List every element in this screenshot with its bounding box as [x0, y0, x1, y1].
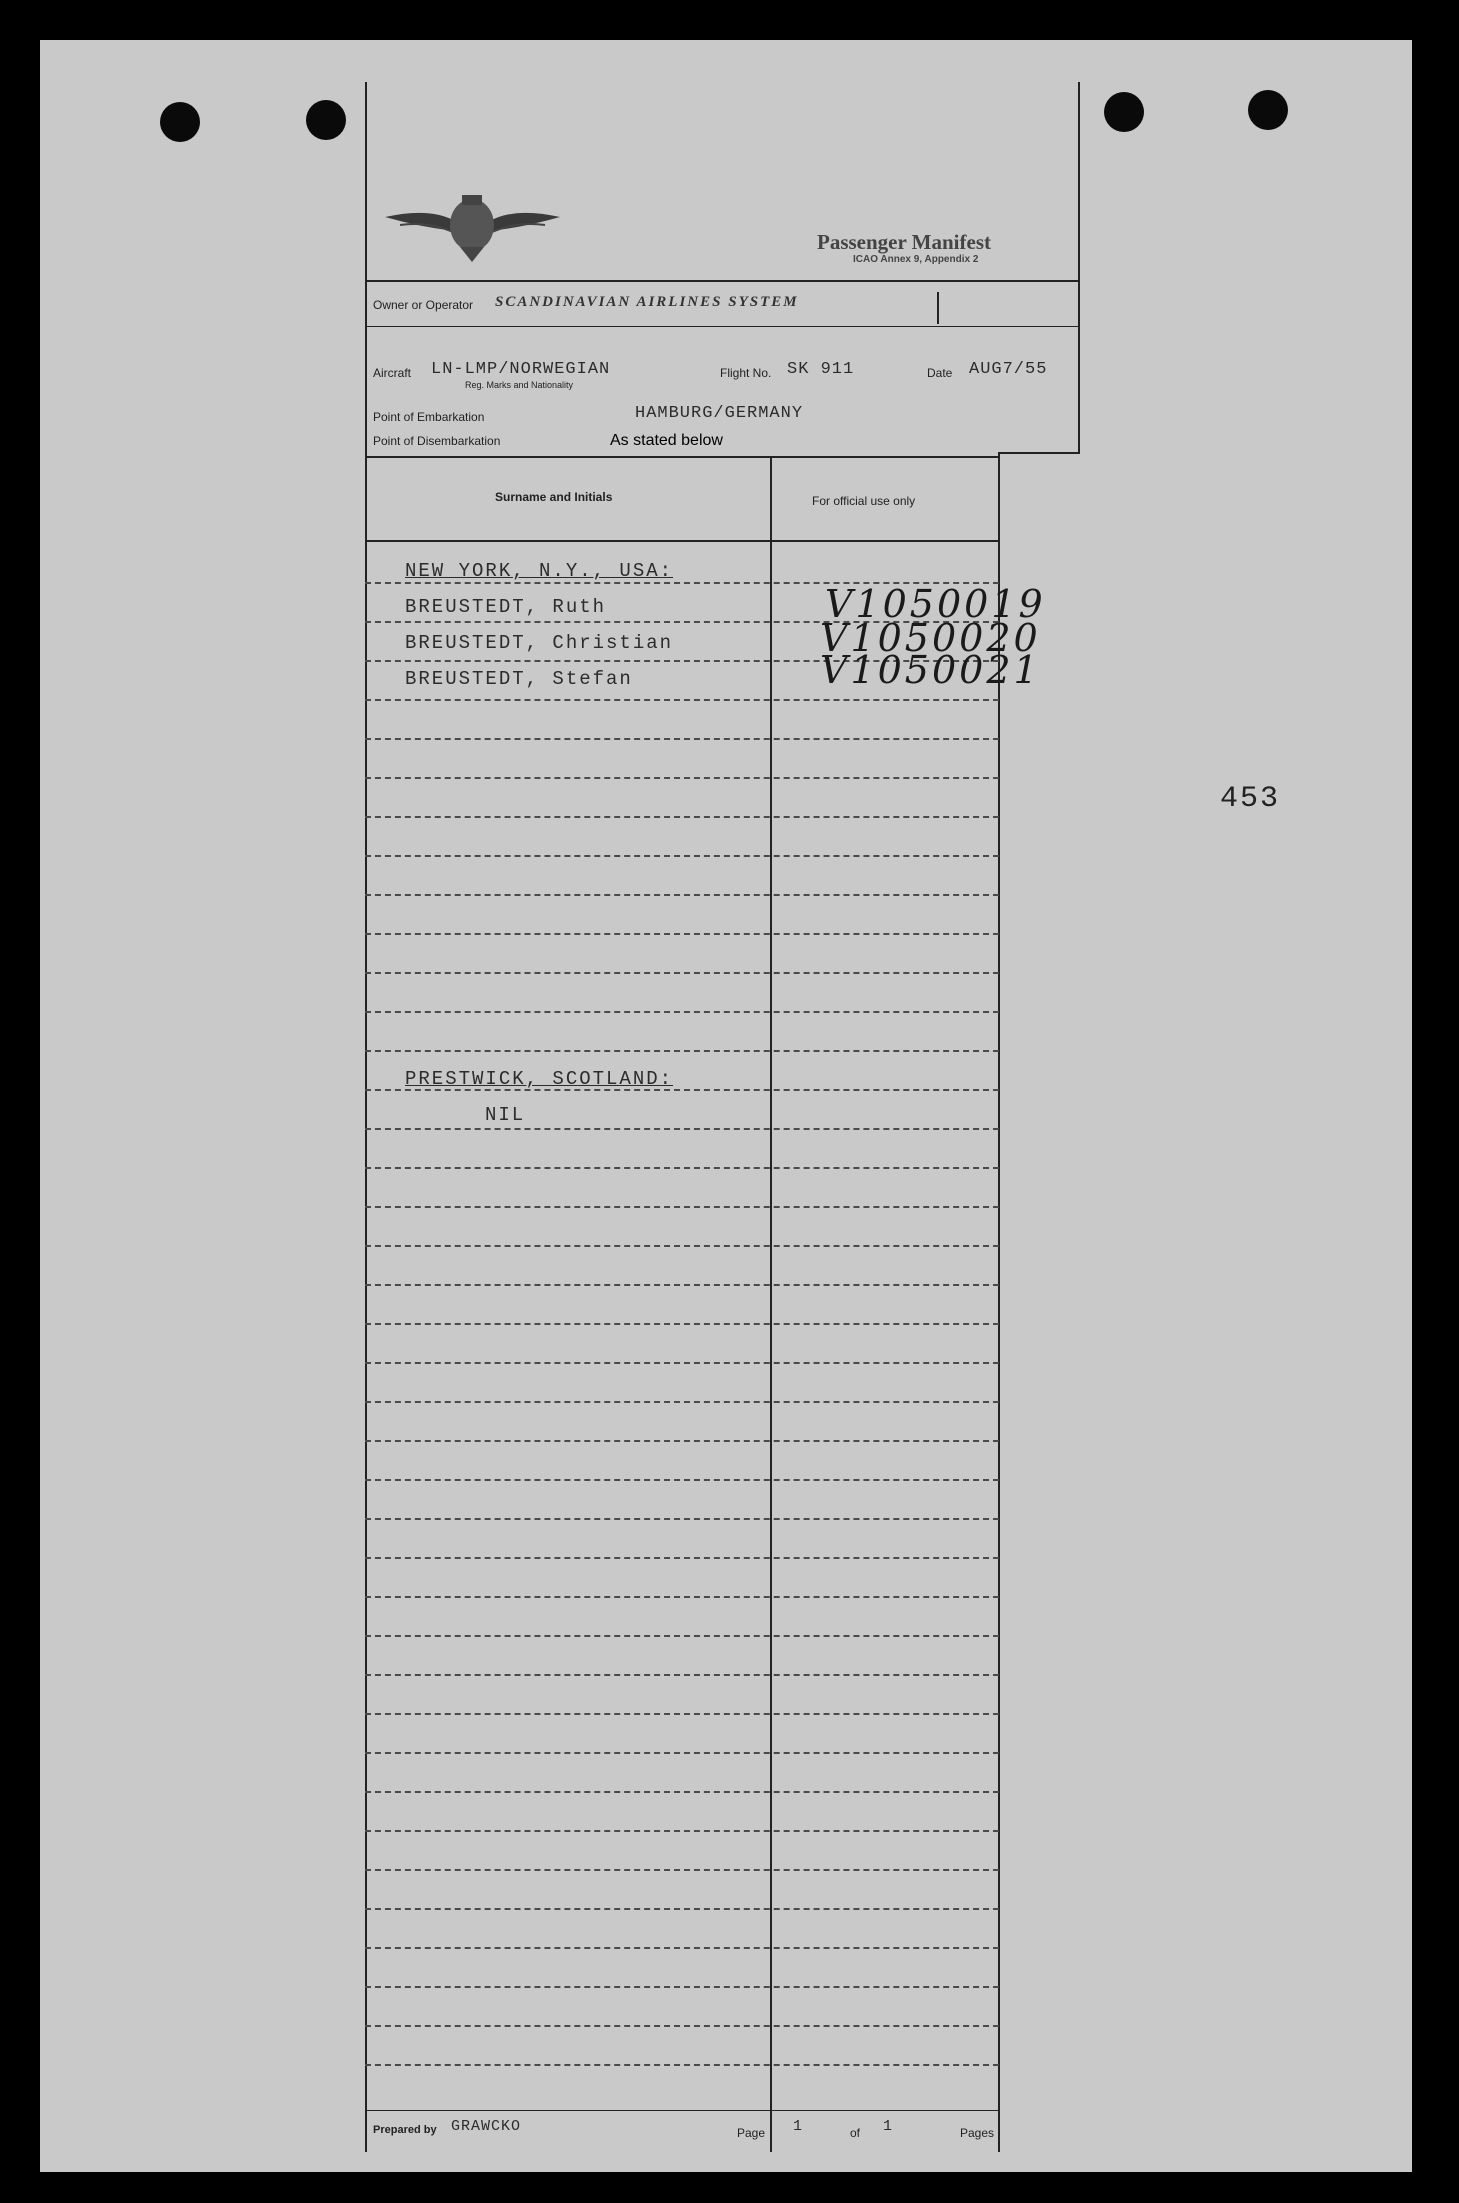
table-row-line [365, 1908, 999, 1911]
punch-hole [1248, 90, 1288, 130]
table-row-line [365, 1167, 999, 1170]
manifest-title: Passenger Manifest [817, 230, 991, 254]
table-row-line [365, 1518, 999, 1521]
table-row-line [365, 1869, 999, 1872]
table-row-line [365, 1947, 999, 1950]
table-row-line [365, 1128, 999, 1131]
table-row-line [365, 1479, 999, 1482]
flight-value: SK 911 [787, 360, 855, 379]
form-right-border-top [1078, 82, 1080, 452]
table-row-line [365, 1440, 999, 1443]
page-total: 1 [883, 2118, 894, 2135]
table-row-line [365, 1401, 999, 1404]
table-row-line [365, 1011, 999, 1014]
prepared-by-value: GRAWCKO [451, 2118, 522, 2135]
date-value: AUG7/55 [969, 360, 1048, 379]
passenger-name: BREUSTEDT, Christian [405, 632, 674, 654]
margin-number: 453 [1220, 782, 1281, 816]
aircraft-value: LN-LMP/NORWEGIAN [431, 360, 611, 379]
passenger-name: BREUSTEDT, Stefan [405, 668, 633, 690]
manifest-form [365, 82, 1081, 2152]
table-row-line [365, 777, 999, 780]
page-label: Page [737, 2126, 766, 2140]
footer-rule [365, 2110, 999, 2111]
aircraft-label: Aircraft [373, 366, 412, 380]
page-number: 1 [793, 2118, 804, 2135]
disembarkation-label: Point of Disembarkation [373, 434, 501, 448]
embarkation-value: HAMBURG/GERMANY [635, 404, 804, 423]
table-row-line [365, 738, 999, 741]
table-row-line [365, 1674, 999, 1677]
punch-hole [1104, 92, 1144, 132]
table-row-line [365, 855, 999, 858]
official-stamp-number: V1050019 [825, 582, 1046, 626]
table-row-line [365, 972, 999, 975]
owner-value: SCANDINAVIAN AIRLINES SYSTEM [495, 294, 799, 310]
table-row-line [365, 816, 999, 819]
manifest-subtitle: ICAO Annex 9, Appendix 2 [853, 254, 979, 265]
table-row-line [365, 699, 999, 702]
table-row-line [365, 1050, 999, 1053]
table-row-line [365, 2064, 999, 2067]
disembarkation-value: As stated below [610, 432, 723, 449]
table-row-line [365, 1986, 999, 1989]
table-row-line [365, 1791, 999, 1794]
destination-prestwick: PRESTWICK, SCOTLAND: [405, 1068, 674, 1090]
table-row-line [365, 1713, 999, 1716]
official-stamp-number: V1050021 [820, 648, 1041, 692]
column-surname-header: Surname and Initials [495, 490, 613, 504]
table-row-line [365, 1362, 999, 1365]
column-official-header: For official use only [812, 494, 916, 508]
embarkation-label: Point of Embarkation [373, 410, 485, 424]
flight-label: Flight No. [720, 366, 772, 380]
table-row-line [365, 1752, 999, 1755]
nil-entry: NIL [485, 1104, 526, 1126]
table-row-line [365, 1284, 999, 1287]
table-row-line [365, 1635, 999, 1638]
table-row-line [365, 1557, 999, 1560]
pages-label: Pages [960, 2126, 995, 2140]
owner-label: Owner or Operator [373, 298, 474, 312]
prepared-by-label: Prepared by [373, 2124, 437, 2136]
table-row-line [365, 1830, 999, 1833]
table-row-line [365, 1323, 999, 1326]
table-row-line [365, 1596, 999, 1599]
table-row-line [365, 2025, 999, 2028]
table-row-line [365, 1245, 999, 1248]
aircraft-sublabel: Reg. Marks and Nationality [465, 380, 574, 390]
table-row-line [365, 894, 999, 897]
destination-new-york: NEW YORK, N.Y., USA: [405, 560, 674, 582]
of-label: of [850, 2126, 861, 2140]
passenger-name: BREUSTEDT, Ruth [405, 596, 607, 618]
punch-hole [306, 100, 346, 140]
table-row-line [365, 1206, 999, 1209]
punch-hole [160, 102, 200, 142]
date-label: Date [927, 366, 953, 380]
table-rows [365, 82, 999, 2152]
official-stamp-number: V1050020 [820, 616, 1041, 660]
step-line [998, 452, 1080, 454]
table-row-line [365, 933, 999, 936]
